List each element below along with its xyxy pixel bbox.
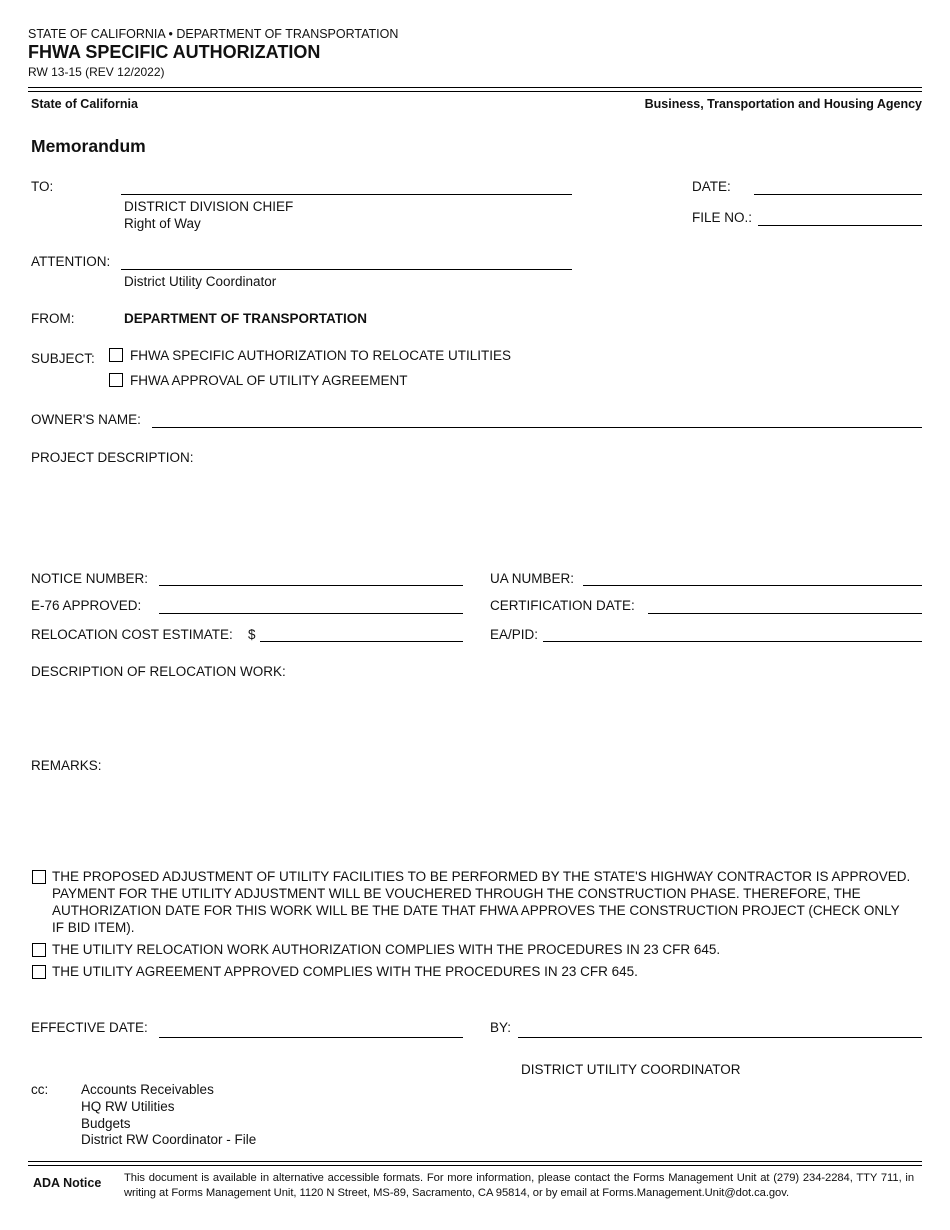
attention-label: ATTENTION: [31, 254, 111, 269]
to-recipient-unit: Right of Way [124, 216, 201, 231]
to-recipient-title: DISTRICT DIVISION CHIEF [124, 199, 294, 214]
ea-pid-field[interactable] [543, 641, 922, 642]
footer-rule-bottom [28, 1165, 922, 1166]
bid-item-checkbox[interactable] [32, 870, 46, 884]
subject-option-1-label: FHWA SPECIFIC AUTHORIZATION TO RELOCATE UTILITIES [130, 348, 512, 363]
to-field[interactable] [121, 194, 572, 195]
by-label: BY: [490, 1020, 512, 1035]
description-of-work-label: DESCRIPTION OF RELOCATION WORK: [31, 664, 286, 679]
form-title: FHWA SPECIFIC AUTHORIZATION [28, 42, 321, 62]
owners-name-label: OWNER'S NAME: [31, 412, 141, 427]
cc-label: cc: [31, 1082, 49, 1097]
subject-option-2-label: FHWA APPROVAL OF UTILITY AGREEMENT [130, 373, 408, 388]
bid-item-statement: THE PROPOSED ADJUSTMENT OF UTILITY FACILITIES TO BE PERFORMED BY THE STATE'S HIGHWAY CONTRACTOR IS APPROVED. PAYMENT FOR THE UTILITY ADJUSTMENT WILL BE VOUCHERED THROUGH THE CONSTRUCTION PHASE. THEREFORE, THE AUTHORIZATION DATE FOR THIS WORK WILL BE THE DATE THAT FHWA APPROVES THE CONSTRUCTION PROJECT (CHECK ONLY IF BID ITEM). [52, 869, 911, 935]
ea-pid-label: EA/PID: [490, 627, 539, 642]
effective-date-field[interactable] [159, 1037, 463, 1038]
file-no-field[interactable] [758, 225, 922, 226]
e76-approved-field[interactable] [159, 613, 463, 614]
from-value: DEPARTMENT OF TRANSPORTATION [124, 311, 367, 326]
agreement-complies-statement: THE UTILITY AGREEMENT APPROVED COMPLIES WITH THE PROCEDURES IN 23 CFR 645. [52, 964, 638, 979]
ada-notice-label: ADA Notice [33, 1176, 102, 1190]
subject-label: SUBJECT: [31, 351, 95, 366]
ua-number-field[interactable] [583, 585, 922, 586]
certification-date-label: CERTIFICATION DATE: [490, 598, 635, 613]
memo-title: Memorandum [31, 136, 146, 156]
subject-option-2-checkbox[interactable] [109, 373, 123, 387]
banner-left: State of California [31, 97, 138, 111]
cc-item: HQ RW Utilities [81, 1099, 175, 1114]
currency-symbol: $ [248, 627, 256, 642]
subject-option-1-checkbox[interactable] [109, 348, 123, 362]
notice-number-label: NOTICE NUMBER: [31, 571, 149, 586]
effective-date-label: EFFECTIVE DATE: [31, 1020, 148, 1035]
by-title: DISTRICT UTILITY COORDINATOR [521, 1062, 741, 1077]
relocation-cost-field[interactable] [260, 641, 463, 642]
by-signature-field[interactable] [518, 1037, 922, 1038]
from-label: FROM: [31, 311, 75, 326]
e76-approved-label: E-76 APPROVED: [31, 598, 142, 613]
date-field[interactable] [754, 194, 922, 195]
form-number: RW 13-15 (REV 12/2022) [28, 65, 165, 79]
file-no-label: FILE NO.: [692, 210, 753, 225]
attention-field[interactable] [121, 269, 572, 270]
footer-rule-top [28, 1161, 922, 1162]
project-description-label: PROJECT DESCRIPTION: [31, 450, 194, 465]
owners-name-field[interactable] [152, 427, 922, 428]
remarks-label: REMARKS: [31, 758, 102, 773]
cc-item: Accounts Receivables [81, 1082, 214, 1097]
notice-number-field[interactable] [159, 585, 463, 586]
cc-item: District RW Coordinator - File [81, 1132, 257, 1147]
relocation-complies-statement: THE UTILITY RELOCATION WORK AUTHORIZATION COMPLIES WITH THE PROCEDURES IN 23 CFR 645. [52, 942, 721, 957]
ua-number-label: UA NUMBER: [490, 571, 575, 586]
header-rule-bottom [28, 91, 922, 92]
relocation-complies-checkbox[interactable] [32, 943, 46, 957]
agency-line: STATE OF CALIFORNIA • DEPARTMENT OF TRANSPORTATION [28, 27, 399, 41]
attention-sub: District Utility Coordinator [124, 274, 277, 289]
header-rule-top [28, 87, 922, 88]
relocation-cost-label: RELOCATION COST ESTIMATE: [31, 627, 233, 642]
banner-right: Business, Transportation and Housing Agency [644, 97, 922, 111]
agreement-complies-checkbox[interactable] [32, 965, 46, 979]
cc-item: Budgets [81, 1116, 131, 1131]
to-label: TO: [31, 179, 54, 194]
date-label: DATE: [692, 179, 731, 194]
certification-date-field[interactable] [648, 613, 922, 614]
ada-notice-text: This document is available in alternative accessible formats. For more information, please contact the Forms Management Unit at (279) 234-2284, TTY 711, in writing at Forms Management Unit, 1120 N Street, MS-89, Sacramento, CA 95814, or by email at Forms.Management.Unit@dot.ca.gov. [124, 1172, 914, 1199]
